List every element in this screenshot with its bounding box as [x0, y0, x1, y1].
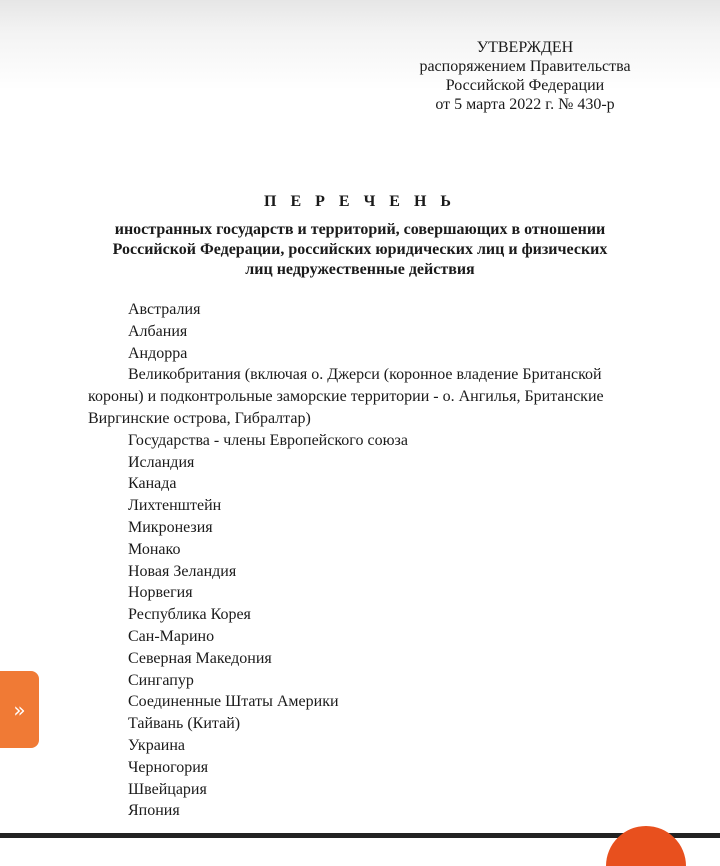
double-chevron-right-icon: »: [13, 697, 26, 722]
subtitle-line: лиц недружественные действия: [245, 261, 475, 278]
list-item: Украина: [128, 736, 186, 754]
list-item: Черногория: [128, 758, 209, 776]
subtitle-line: иностранных государств и территорий, совершающих в отношении: [114, 221, 606, 238]
list-item-line: Великобритания (включая о. Джерси (коронное владение Британской: [128, 366, 602, 384]
list-item: Монако: [128, 540, 181, 558]
approval-authority: распоряжением Правительства: [419, 58, 631, 75]
list-item: [88, 364, 648, 429]
approval-country: Российской Федерации: [445, 77, 605, 94]
document-title: П Е Р Е Ч Е Н Ь: [264, 193, 456, 210]
country-list: [88, 299, 648, 822]
list-item: Новая Зеландия: [128, 562, 237, 580]
list-item: Соединенные Штаты Америки: [128, 693, 339, 711]
list-item: Государства - члены Европейского союза: [128, 431, 408, 449]
list-item: Сан-Марино: [128, 627, 215, 645]
list-item: Андорра: [128, 344, 188, 362]
list-item: Тайвань (Китай): [128, 715, 241, 733]
list-item: Албания: [128, 322, 188, 340]
approval-date: от 5 марта 2022 г. № 430-р: [435, 96, 615, 113]
list-item: Северная Македония: [128, 649, 272, 667]
list-item: Сингапур: [128, 671, 194, 689]
list-item: Республика Корея: [128, 606, 251, 624]
approval-heading: УТВЕРЖДЕН: [476, 39, 574, 56]
list-item-line: Виргинские острова, Гибралтар): [88, 409, 311, 427]
side-panel-toggle-button[interactable]: [0, 671, 39, 748]
list-item: Австралия: [128, 301, 201, 318]
document-subtitle: [90, 220, 630, 280]
list-item: Микронезия: [128, 518, 213, 536]
subtitle-line: Российской Федерации, российских юридических лиц и физических: [112, 241, 608, 258]
list-item-line: короны) и подконтрольные заморские территории - о. Ангилья, Британские: [88, 388, 604, 406]
list-item: Канада: [128, 475, 177, 493]
list-item: Швейцария: [128, 780, 207, 798]
list-item: Япония: [128, 802, 180, 820]
list-item: Норвегия: [128, 584, 193, 602]
approval-stamp: [380, 38, 670, 114]
bottom-border: [0, 833, 720, 838]
list-item: Лихтенштейн: [128, 497, 222, 515]
list-item: Исландия: [128, 453, 195, 471]
